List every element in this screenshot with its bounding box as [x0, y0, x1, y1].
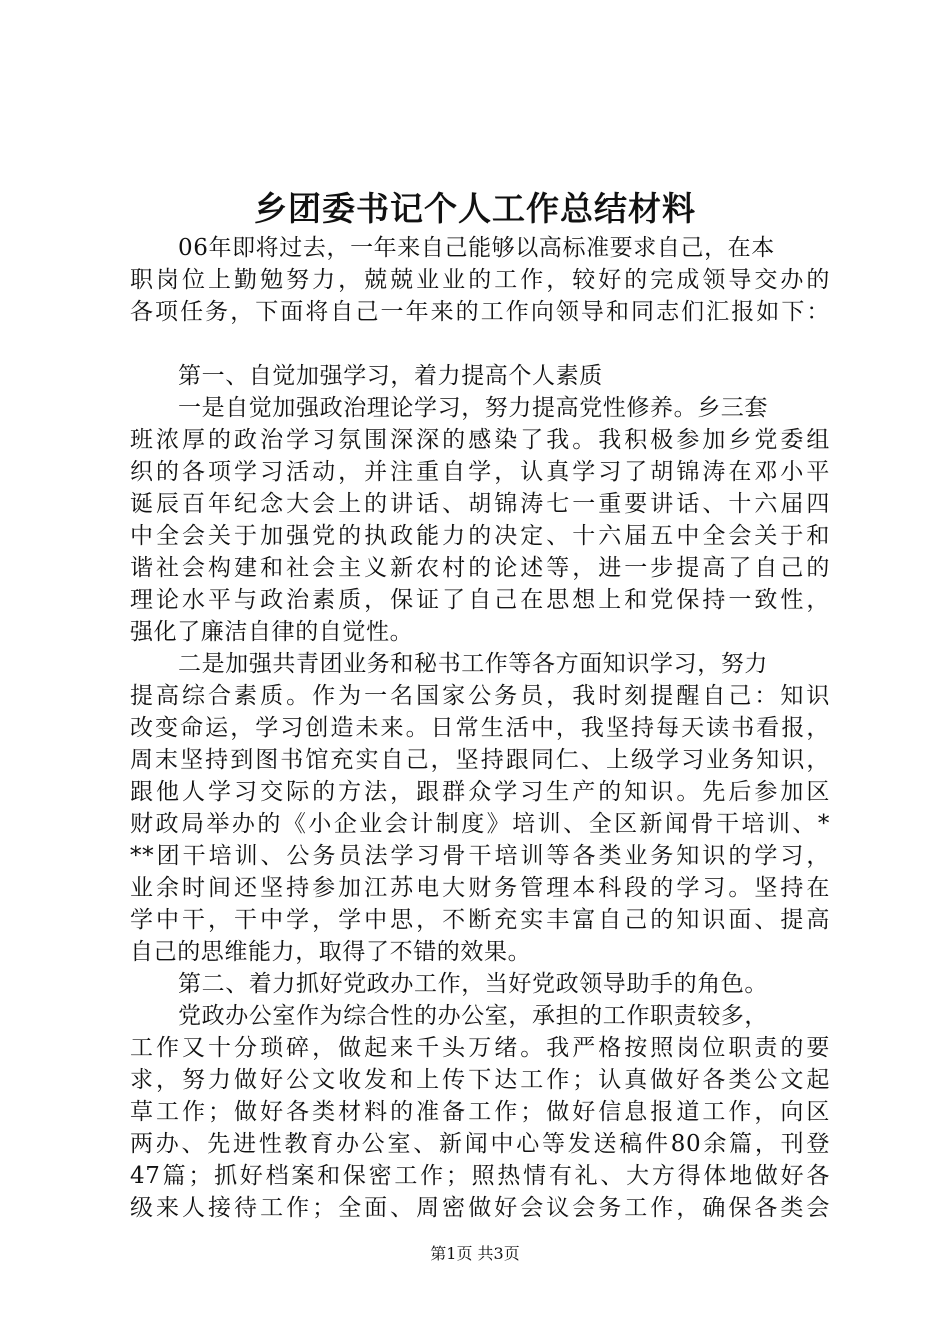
text-line: 周末坚持到图书馆充实自己，坚持跟同仁、上级学习业务知识， — [130, 747, 830, 773]
text-line: 各项任务，下面将自己一年来的工作向领导和同志们汇报如下： — [130, 299, 830, 325]
text-line: 自己的思维能力，取得了不错的效果。 — [130, 939, 532, 965]
text-line: 职岗位上勤勉努力，兢兢业业的工作，较好的完成领导交办的 — [130, 267, 830, 293]
blank-line — [130, 328, 830, 360]
text-line: 中全会关于加强党的执政能力的决定、十六届五中全会关于和 — [130, 523, 830, 549]
text-line: 47篇；抓好档案和保密工作；照热情有礼、大方得体地做好各 — [130, 1163, 830, 1189]
document-title: 乡团委书记个人工作总结材料 — [254, 189, 696, 228]
text-line: 求，努力做好公文收发和上传下达工作；认真做好各类公文起 — [130, 1067, 830, 1093]
text-line: 一是自觉加强政治理论学习，努力提高党性修养。乡三套 — [178, 395, 768, 421]
text-line: 党政办公室作为综合性的办公室，承担的工作职责较多， — [178, 1003, 768, 1029]
text-line: 诞辰百年纪念大会上的讲话、胡锦涛七一重要讲话、十六届四 — [130, 491, 830, 517]
text-line: 理论水平与政治素质，保证了自己在思想上和党保持一致性， — [130, 587, 830, 613]
text-line: 学中干，干中学，学中思，不断充实丰富自己的知识面、提高 — [130, 907, 830, 933]
text-line: 谐社会构建和社会主义新农村的论述等，进一步提高了自己的 — [130, 555, 830, 581]
document-body — [130, 232, 830, 1224]
text-line: 二是加强共青团业务和秘书工作等各方面知识学习，努力 — [178, 651, 768, 677]
text-line: 提高综合素质。作为一名国家公务员，我时刻提醒自己：知识 — [130, 683, 830, 709]
text-line: 改变命运，学习创造未来。日常生活中，我坚持每天读书看报， — [130, 715, 830, 741]
text-line: 两办、先进性教育办公室、新闻中心等发送稿件80余篇，刊登 — [130, 1131, 830, 1157]
text-line: 财政局举办的《小企业会计制度》培训、全区新闻骨干培训、* — [130, 811, 830, 837]
section-heading: 第一、自觉加强学习，着力提高个人素质 — [178, 363, 603, 389]
text-line: **团干培训、公务员法学习骨干培训等各类业务知识的学习， — [130, 843, 830, 869]
text-line: 草工作；做好各类材料的准备工作；做好信息报道工作，向区 — [130, 1099, 830, 1125]
text-line: 强化了廉洁自律的自觉性。 — [130, 619, 414, 645]
text-line: 跟他人学习交际的方法，跟群众学习生产的知识。先后参加区 — [130, 779, 830, 805]
section-heading: 第二、着力抓好党政办工作，当好党政领导助手的角色。 — [178, 971, 768, 997]
text-line: 工作又十分琐碎，做起来千头万绪。我严格按照岗位职责的要 — [130, 1035, 830, 1061]
text-line: 织的各项学习活动，并注重自学，认真学习了胡锦涛在邓小平 — [130, 459, 830, 485]
text-line: 06年即将过去，一年来自己能够以高标准要求自己，在本 — [178, 235, 775, 261]
text-line: 业余时间还坚持参加江苏电大财务管理本科段的学习。坚持在 — [130, 875, 830, 901]
page-footer: 第1页 共3页 — [430, 1244, 520, 1263]
text-line: 级来人接待工作；全面、周密做好会议会务工作，确保各类会 — [130, 1195, 830, 1221]
text-line: 班浓厚的政治学习氛围深深的感染了我。我积极参加乡党委组 — [130, 427, 830, 453]
